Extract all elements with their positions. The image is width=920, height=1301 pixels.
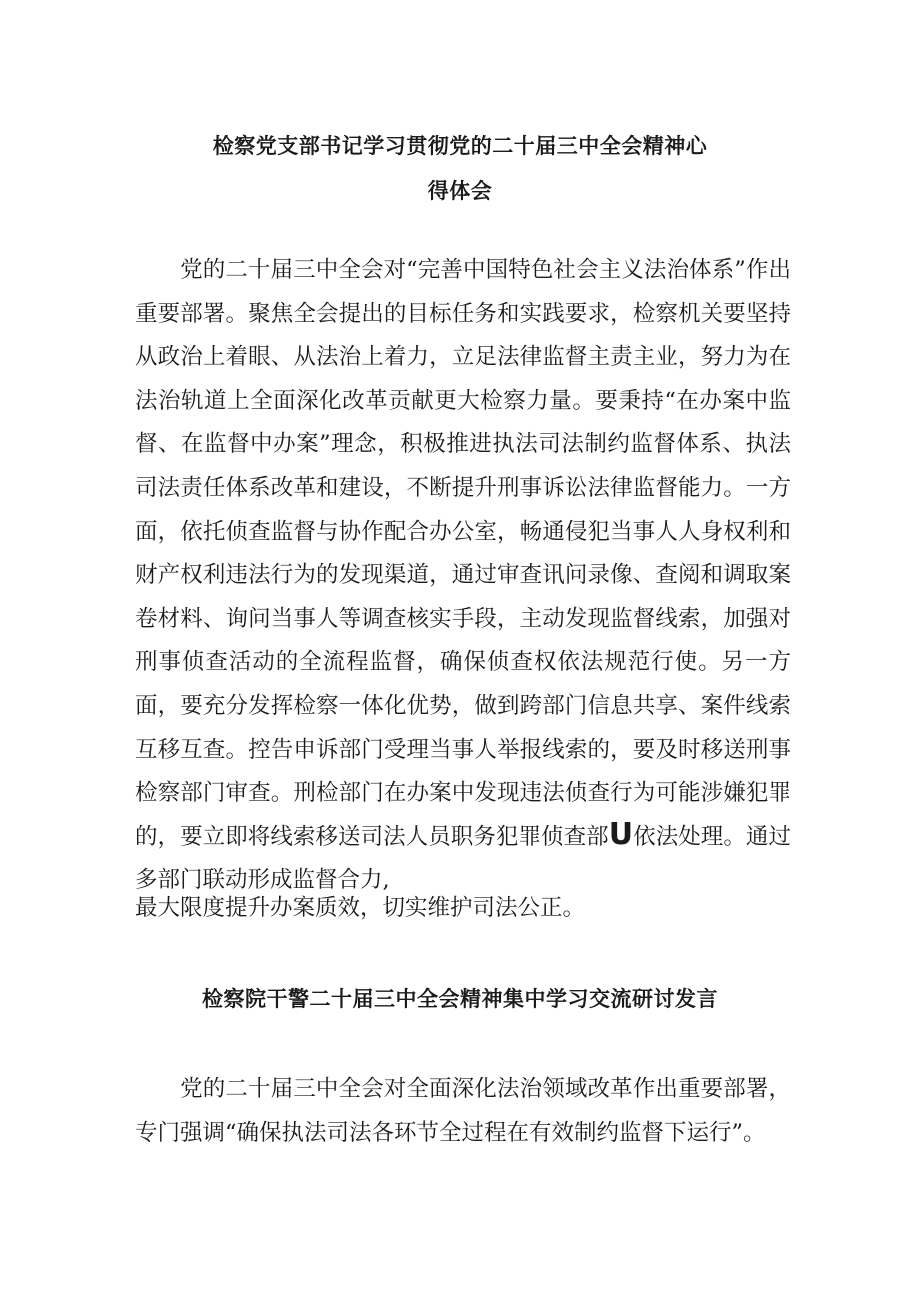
section1-title-line1: 检察党支部书记学习贯彻党的二十届三中全会精神心: [212, 134, 708, 158]
section2-paragraph1: [135, 1068, 791, 1155]
section2-title: 检察院干警二十届三中全会精神集中学习交流研讨发言: [202, 987, 718, 1011]
section1-paragraph1: [135, 249, 791, 903]
section1-title-line2: 得体会: [427, 179, 493, 203]
section2-paragraph1-text: 党的二十届三中全会对全面深化法治领域改革作出重要部署，专门强调“确保执法司法各环节全过程在有效制约监督下运行”。: [135, 1076, 791, 1146]
section1-paragraph2: 最大限度提升办案质效，切实维护司法公正。: [135, 895, 586, 921]
stray-glyph: U: [608, 816, 634, 852]
section1-paragraph1-text-a: 党的二十届三中全会对“完善中国特色社会主义法治体系”作出重要部署。聚焦全会提出的目标任务和实践要求，检察机关要坚持从政治上着眼、从法治上着力，立足法律监督主责主业，努力为在法治轨道上全面深化改革贡献更大检察力量。要秉持“在办案中监督、在监督中办案”理念，积极推进执法司法制约监督体系、执法司法责任体系改革和建设，不断提升刑事诉讼法律监督能力。一方面，依托侦查监督与协作配合办公室，畅通侵犯当事人人身权利和财产权利违法行为的发现渠道，通过审查讯问录像、查阅和调取案卷材料、询问当事人等调查核实手段，主动发现监督线索，加强对刑事侦查活动的全流程监督，确保侦查权依法规范行使。另一方面，要充分发挥检察一体化优势，做到跨部门信息共享、案件线索互移互查。控告申诉部门受理当事人举报线索的，要及时移送刑事检察部门审查。刑检部门在办案中发现违法侦查行为可能涉嫌犯罪的，要立即将线索移送司法人员职务犯罪侦查部: [135, 257, 791, 850]
section1-title: [120, 124, 800, 214]
section1-paragraph1-text-b: 依法处理。通过多部门联动形成监督合力,: [135, 823, 791, 894]
